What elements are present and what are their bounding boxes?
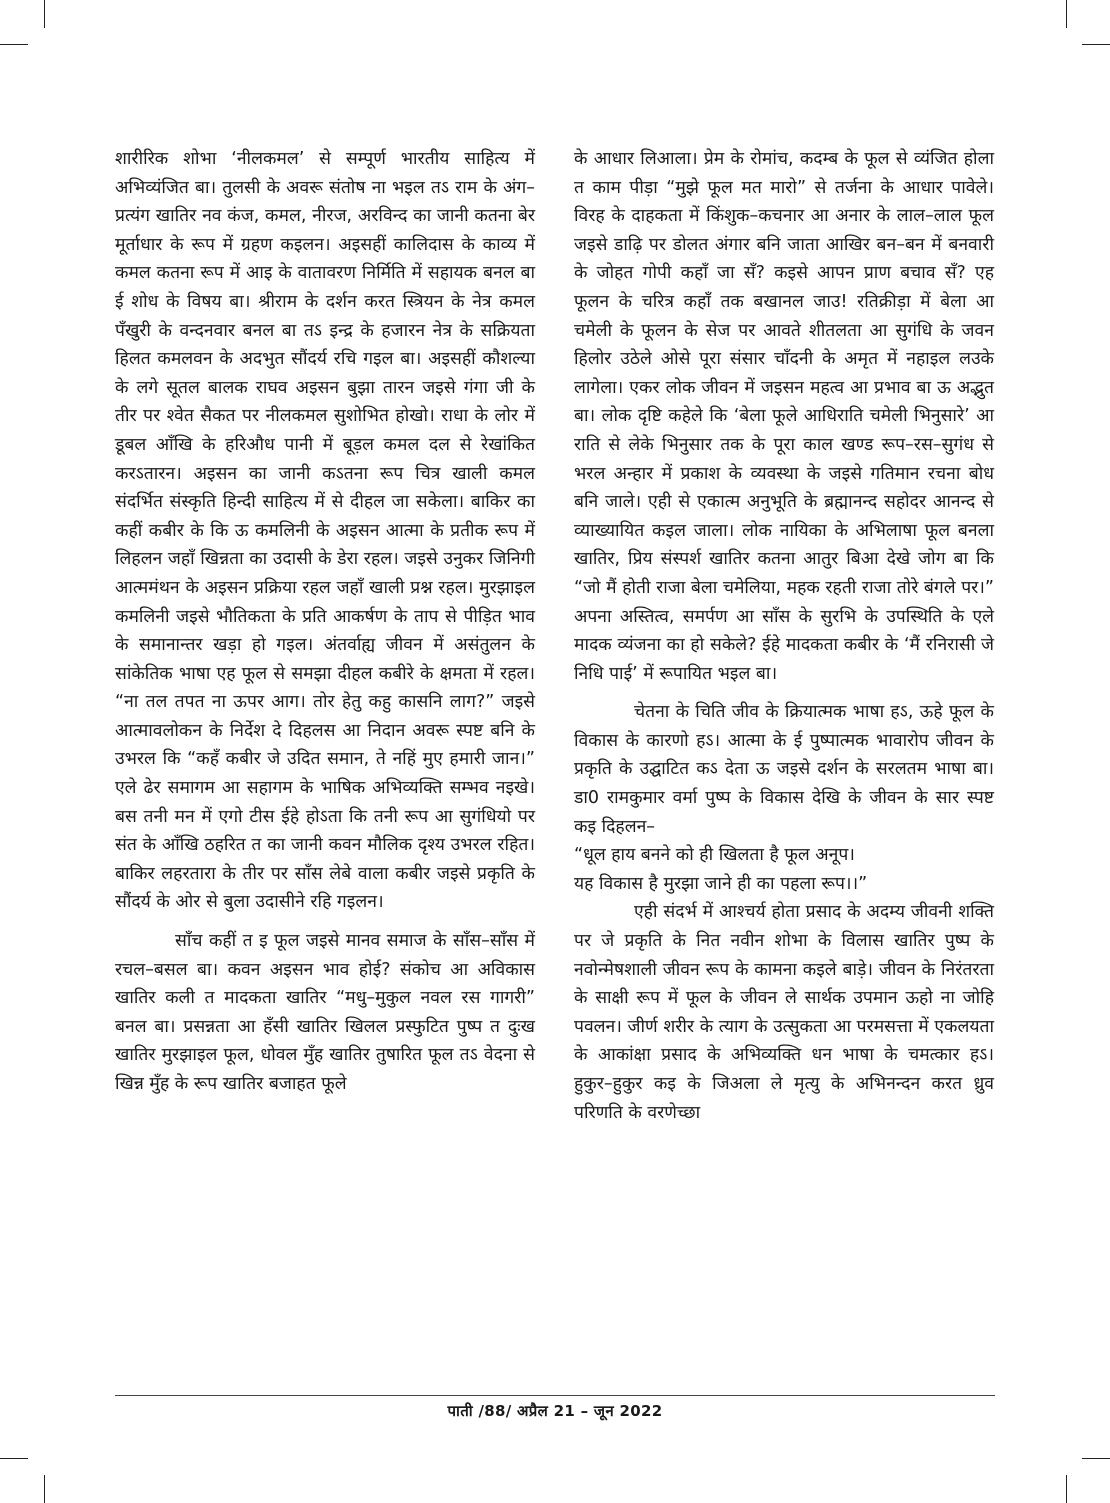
left-paragraph-2: साँच कहीं त इ फूल जइसे मानव समाज के साँस–साँस में रचल–बसल बा। कवन अइसन भाव होई? संकोच आ अविकास खातिर कली त मादकता खातिर “मधु–मुकुल नवल रस गागरी” बनल बा। प्रसन्नता आ हँसी खातिर खिलल प्रस्फुटित पुष्प त दुःख खातिर मुरझाइल फूल, धोवल मुँह खातिर तुषारित फूल तऽ वेदना से खिन्न मुँह के रूप खातिर बजाहत फूले — [115, 931, 535, 1094]
right-paragraph-1: के आधार लिआला। प्रेम के रोमांच, कदम्ब के फूल से व्यंजित होला त काम पीड़ा “मुझे फूल मत मारो” से तर्जना के आधार पावेले। विरह के दाहकता में किंशुक–कचनार आ अनार के लाल–लाल फूल जइसे डाढ़ि पर डोलत अंगार बनि जाता आखिर बन–बन में बनवारी के जोहत गोपी कहाँ जा सँ? कइसे आपन प्राण बचाव सँ? एह फूलन के चरित्र कहाँ तक बखानल जाउ! रतिक्रीड़ा में बेला आ चमेली के फूलन के सेज पर आवते शीतलता आ सुगंधि के जवन हिलोर उठेले ओसे पूरा संसार चाँदनी के अमृत में नहाइल लउके लागेला। एकर लोक जीवन में जइसन महत्व आ प्रभाव बा ऊ अद्भुत बा। लोक दृष्टि कहेले कि ‘बेला फूले आधिराति चमेली भिनुसारे’ आ राति से लेके भिनुसार तक के पूरा काल खण्ड रूप–रस–सुगंध से भरल अन्हार में प्रकाश के व्यवस्था के जइसे गतिमान रचना बोध बनि जाले। एही से एकात्म अनुभूति के ब्रह्मानन्द सहोदर आनन्द से व्याख्यायित कइल जाला। लोक नायिका के अभिलाषा फूल बनला खातिर, प्रिय संस्पर्श खातिर कतना आतुर बिआ देखे जोग बा कि “जो मैं होती राजा बेला चमेलिया, महक रहती राजा तोरे बंगले पर।” अपना अस्तित्व, समर्पण आ साँस के सुरभि के उपस्थिति के एले मादक व्यंजना का हो सकेले? ईहे मादकता कबीर के ‘मैं रनिरासी जे निधि पाई’ में रूपायित भइल बा। — [574, 149, 994, 684]
crop-mark-bottom-left-h — [0, 1458, 28, 1459]
right-paragraph-3: एही संदर्भ में आश्चर्य होता प्रसाद के अदम्य जीवनी शक्ति पर जे प्रकृति के नित नवीन शोभा के विलास खातिर पुष्प के नवोन्मेषशाली जीवन रूप के कामना कइले बाड़े। जीवन के निरंतरता के साक्षी रूप में फूल के जीवन ले सार्थक उपमान ऊहो ना जोहि पवलन। जीर्ण शरीर के त्याग के उत्सुकता आ परमसत्ता में एकलयता के आकांक्षा प्रसाद के अभिव्यक्ति धन भाषा के चमत्कार हऽ। हुकुर–हुकुर कइ के जिअला ले मृत्यु के अभिनन्दन करत ध्रुव परिणति के वरणेच्छा — [574, 902, 994, 1123]
verse-line-1: “धूल हाय बनने को ही खिलता है फूल अनूप। — [574, 845, 855, 866]
verse-line-2: यह विकास है मुरझा जाने ही का पहला रूप।।” — [574, 873, 868, 894]
crop-mark-top-right-v — [1066, 0, 1067, 28]
crop-mark-top-left-h — [0, 44, 28, 45]
left-paragraph-1: शारीरिक शोभा ‘नीलकमल’ से सम्पूर्ण भारतीय साहित्य में अभिव्यंजित बा। तुलसी के अवरू संतोष ना भइल तऽ राम के अंग–प्रत्यंग खातिर नव कंज, कमल, नीरज, अरविन्द का जानी कतना बेर मूर्ताधार के रूप में ग्रहण कइलन। अइसहीं कालिदास के काव्य में कमल कतना रूप में आइ के वातावरण निर्मिति में सहायक बनल बा ई शोध के विषय बा। श्रीराम के दर्शन करत स्त्रियन के नेत्र कमल पँखुरी के वन्दनवार बनल बा तऽ इन्द्र के हजारन नेत्र के सक्रियता हिलत कमलवन के अदभुत सौंदर्य रचि गइल बा। अइसहीं कौशल्या के लगे सूतल बालक राघव अइसन बुझा तारन जइसे गंगा जी के तीर पर श्वेत सैकत पर नीलकमल सुशोभित होखो। राधा के लोर में डूबल आँखि के हरिऔध पानी में बूड़ल कमल दल से रेखांकित करऽतारन। अइसन का जानी कऽतना रूप चित्र खाली कमल संदर्भित संस्कृति हिन्दी साहित्य में से दीहल जा सकेला। बाकिर का कहीं कबीर के कि ऊ कमलिनी के अइसन आत्मा के प्रतीक रूप में लिहलन जहाँ खिन्नता का उदासी के डेरा रहल। जइसे उनुकर जिनिगी आत्ममंथन के अइसन प्रक्रिया रहल जहाँ खाली प्रश्न रहल। मुरझाइल कमलिनी जइसे भौतिकता के प्रति आकर्षण के ताप से पीड़ित भाव के समानान्तर खड़ा हो गइल। अंतर्वाह्य जीवन में असंतुलन के सांकेतिक भाषा एह फूल से समझा दीहल कबीरे के क्षमता में रहल। “ना तल तपत ना ऊपर आग। तोर हेतु कहु कासनि लाग?” जइसे आत्मावलोकन के निर्देश दे दिहलस आ निदान अवरू स्पष्ट बनि के उभरल कि “कहँ कबीर जे उदित समान, ते नहिं मुए हमारी जान।” एले ढेर समागम आ सहागम के भाषिक अभिव्यक्ति सम्भव नइखे। बस तनी मन में एगो टीस ईहे होऽता कि तनी रूप आ सुगंधियो पर संत के आँखि ठहरित त का जानी कवन मौलिक दृश्य उभरल रहित। बाकिर लहरतारा के तीर पर साँस लेबे वाला कबीर जइसे प्रकृति के सौंदर्य के ओर से बुला उदासीने रहि गइलन। — [115, 149, 535, 913]
left-column — [115, 145, 535, 1099]
crop-mark-top-left-v — [44, 0, 45, 28]
crop-mark-bottom-right-h — [1082, 1458, 1110, 1459]
footer-rule — [115, 1395, 995, 1396]
right-column — [574, 145, 994, 1127]
crop-mark-top-right-h — [1082, 44, 1110, 45]
page-footer: पाती /88/ अप्रैल 21 – जून 2022 — [447, 1402, 663, 1420]
crop-mark-bottom-right-v — [1066, 1475, 1067, 1503]
crop-mark-bottom-left-v — [44, 1475, 45, 1503]
right-paragraph-2: चेतना के चिति जीव के क्रियात्मक भाषा हऽ, ऊहे फूल के विकास के कारणो हऽ। आत्मा के ई पुष्पात्मक भावारोप जीवन के प्रकृति के उद्घाटित कऽ देता ऊ जइसे दर्शन के सरलतम भाषा बा। डा0 रामकुमार वर्मा पुष्प के विकास देखि के जीवन के सार स्पष्ट कइ दिहलन– — [574, 702, 994, 837]
